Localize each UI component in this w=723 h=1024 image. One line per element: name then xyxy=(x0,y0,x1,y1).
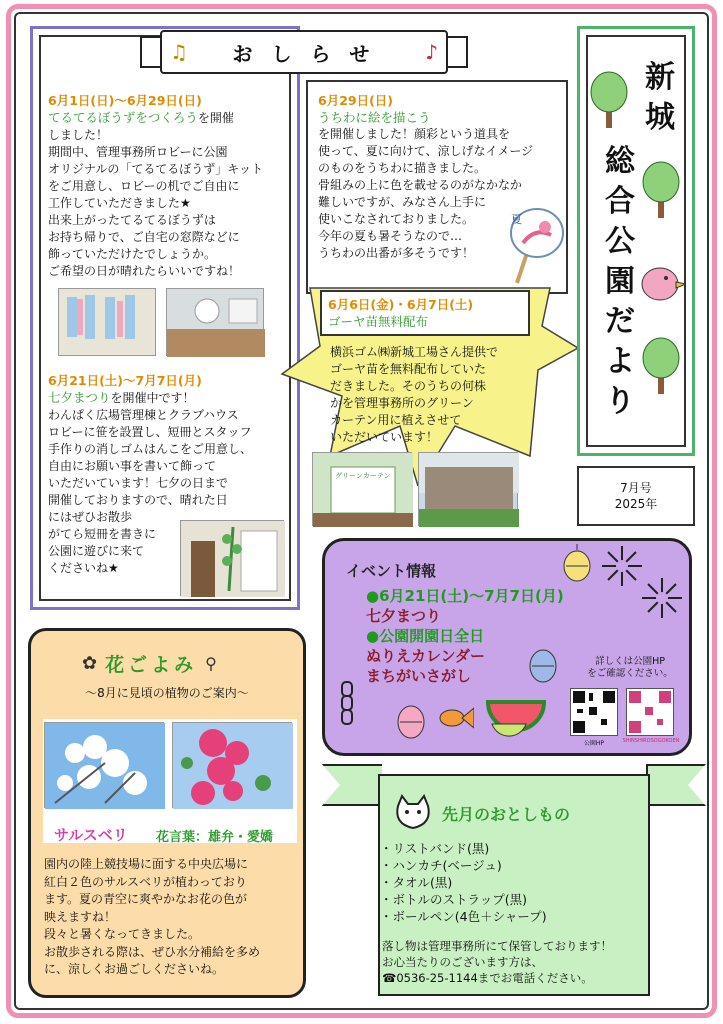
photo-bamboo-lobby xyxy=(180,520,284,596)
notice-banner xyxy=(160,30,448,74)
cat-icon xyxy=(392,794,434,834)
tree-icon xyxy=(640,160,682,224)
firework-icon xyxy=(600,544,644,592)
event-item: ●6月21日(土)～7月7日(月) xyxy=(366,587,564,605)
news-body: わんぱく広場管理棟とクラブハウス ロビーに笹を設置し、短冊とスタッフ 手作りの消しゴムはんこをご用意し、 自由にお願い事を書いて飾って いただいています！七夕の日まで 開催しておりますので、晴れた日 にはぜひお散歩 がてら短冊を書きに 公園に遊びに来て くださいね★ xyxy=(48,408,253,575)
news-date: 6月6日(金)・6月7日(土) xyxy=(328,297,474,312)
news-body: しました！ 期間中、管理事務所ロビーに公園 オリジナルの「てるてるぼうず」キット をご用意し、ロビーの机でご自由に 工作していただきました★ 出来上がったてるてるぼうずは お持ち帰りで、ご自宅の窓際などに 飾っていただけたでしょうか。 ご希望の日が晴れたらいいですね！ xyxy=(48,128,264,278)
issue-year: 2025年 xyxy=(614,497,658,511)
masthead-title-2: 総 合 公 園 だ よ り xyxy=(605,144,635,419)
photo-white-crape-myrtle xyxy=(44,722,164,808)
photo-pink-crape-myrtle xyxy=(172,722,292,808)
flower-body: 園内の陸上競技場に面する中央広場に 紅白２色のサルスベリが植わっており ます。夏の青空に爽やかなお花の色が 映えますね！ 段々と暑くなってきました。 お散歩される際は、ぜひ水分補給を多め に、涼しくお過ごしくださいね。 xyxy=(44,857,261,976)
lost-item: ・ハンカチ(ベージュ) xyxy=(380,858,502,873)
firework-icon xyxy=(640,576,684,624)
news-title: 七夕まつり xyxy=(48,390,111,405)
watermelon-icon xyxy=(486,698,546,746)
lantern-icon xyxy=(528,646,558,690)
photo-lobby-desk xyxy=(166,288,264,356)
music-note-icon: ♫ xyxy=(170,40,188,64)
plant-name: サルスベリ xyxy=(54,826,128,844)
lost-item: ・タオル(黒) xyxy=(380,875,453,890)
issue-box xyxy=(577,466,695,526)
flower-title: 花ごよみ xyxy=(105,654,198,676)
qr-caption: SHINSHIROSOGOKOEN xyxy=(622,738,680,744)
news-item-teruteru xyxy=(48,92,288,280)
event-item-sub: ぬりえカレンダー xyxy=(366,647,486,665)
tree-icon xyxy=(588,70,630,134)
flower-title-row xyxy=(82,650,217,677)
event-item: ●公園開園日全日 xyxy=(366,627,485,645)
lost-item: ・ボトルのストラップ(黒) xyxy=(380,892,528,907)
qr-caption: 公園HP xyxy=(583,740,605,747)
lost-title: 先月のおとしもの xyxy=(442,805,571,824)
goya-header xyxy=(320,290,530,336)
hanakotoba: 花言葉：雄弁・愛嬌 xyxy=(156,830,274,845)
magnifier-icon: ⚲ xyxy=(205,654,217,673)
issue-month: 7月号 xyxy=(620,481,652,495)
lost-item: ・リストバンド(黒) xyxy=(380,841,490,856)
news-date: 6月29日(日) xyxy=(318,93,394,108)
flower-icon: ✿ xyxy=(82,653,98,674)
lantern-icon xyxy=(396,702,426,746)
photo-teruteru-kits xyxy=(58,288,156,356)
lost-note: 落し物は管理事務所にて保管しております！ お心当たりのございます方は、 ☎0536-25-1144までお電話ください。 xyxy=(382,939,612,985)
news-title-suffix: を開催 xyxy=(197,111,234,125)
lost-items-list xyxy=(380,840,640,925)
lantern-icon xyxy=(562,544,592,588)
banner-title: お し ら せ xyxy=(232,41,376,66)
fan-label: 夏 xyxy=(511,213,522,226)
news-title: ゴーヤ苗無料配布 xyxy=(328,314,429,329)
news-date: 6月1日(日)～6月29日(日) xyxy=(48,93,202,108)
photo-green-curtain-building xyxy=(418,452,518,526)
sign-text: グリーンカーテン xyxy=(335,472,391,480)
lost-item: ・ボールペン(4色＋シャープ) xyxy=(380,909,547,924)
masthead-title: 新 城 xyxy=(645,60,675,135)
uchiwa-fan-illustration xyxy=(505,205,565,285)
flower-subtitle: ～8月に見頃の植物のご案内～ xyxy=(85,686,249,700)
news-title: うちわに絵を描こう xyxy=(318,110,431,125)
news-title-suffix: を開催中です！ xyxy=(110,391,195,405)
goldfish-icon xyxy=(438,704,474,736)
news-title: てるてるぼうずをつくろう xyxy=(48,110,198,125)
qr-code-park-hp[interactable] xyxy=(570,688,618,736)
news-body: を開催しました！顔彩という道具を 使って、夏に向けて、涼しげなイメージ のものをうちわに描きました。 骨組みの上に色を載せるのがなかなか 難しいですが、みなさん上手に 使いこなされておりました。 今年の夏も暑そうなので… うちわの出番が多そうです！ xyxy=(318,127,534,260)
qr-code-instagram[interactable] xyxy=(626,688,674,736)
event-title: イベント情報 xyxy=(346,562,437,580)
photo-green-curtain-sign xyxy=(312,452,412,526)
chain-icon xyxy=(340,680,354,732)
news-date: 6月21日(土)～7月7日(月) xyxy=(48,373,202,388)
bird-icon xyxy=(638,262,686,308)
tree-icon xyxy=(640,336,682,400)
music-note-icon: ♪ xyxy=(425,40,438,64)
event-item-sub: まちがいさがし xyxy=(366,667,472,685)
goya-body: 横浜ゴム㈱新城工場さん提供で ゴーヤ苗を無料配布していた だきました。そのうちの何株 かを管理事務所のグリーン カーテン用に植えさせて いただいています！ xyxy=(330,345,499,444)
event-item-sub: 七夕まつり xyxy=(366,607,442,625)
event-note: 詳しくは公園HP をご確認ください。 xyxy=(587,656,673,679)
